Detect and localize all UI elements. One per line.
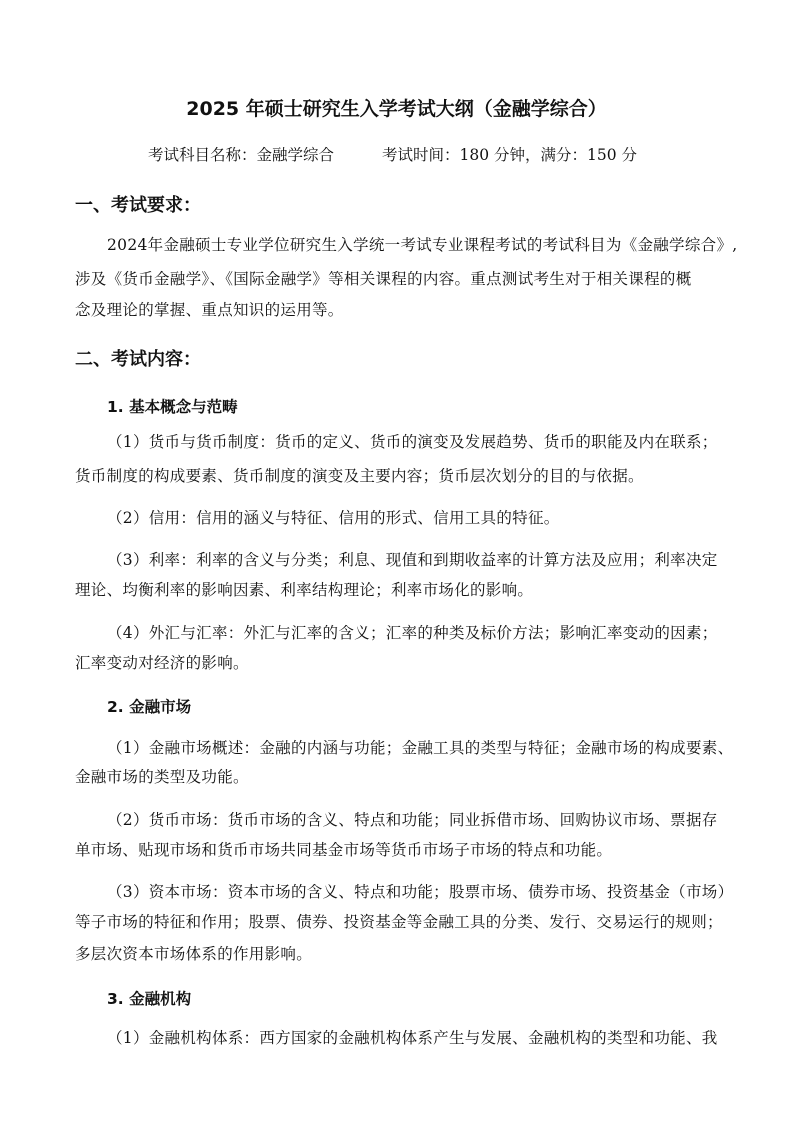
subsection-heading: 3. 金融机构 [107, 990, 192, 1008]
paragraph-line: 念及理论的掌握、重点知识的运用等。 [75, 301, 344, 319]
paragraph-line: （1）金融机构体系：西方国家的金融机构体系产生与发展、金融机构的类型和功能、我 [107, 1029, 718, 1047]
paragraph-line: 2024年金融硕士专业学位研究生入学统一考试专业课程考试的考试科目为《金融学综合》, [107, 236, 738, 254]
paragraph-line: 等子市场的特征和作用；股票、债券、投资基金等金融工具的分类、发行、交易运行的规则； [75, 913, 723, 931]
paragraph-line: （2）货币市场：货币市场的含义、特点和功能；同业拆借市场、回购协议市场、票据存 [107, 811, 718, 829]
exam-subject: 考试科目名称：金融学综合 [148, 146, 335, 164]
paragraph-line: 货币制度的构成要素、货币制度的演变及主要内容；货币层次划分的目的与依据。 [75, 467, 644, 485]
paragraph-line: （1）货币与货币制度：货币的定义、货币的演变及发展趋势、货币的职能及内在联系； [107, 433, 718, 451]
paragraph-line: 理论、均衡利率的影响因素、利率结构理论；利率市场化的影响。 [75, 581, 534, 599]
paragraph-line: （1）金融市场概述：金融的内涵与功能；金融工具的类型与特征；金融市场的构成要素、 [107, 739, 734, 757]
paragraph-line: （2）信用：信用的涵义与特征、信用的形式、信用工具的特征。 [107, 509, 560, 527]
paragraph-line: （4）外汇与汇率：外汇与汇率的含义；汇率的种类及标价方法；影响汇率变动的因素； [107, 624, 718, 642]
paragraph-line: 涉及《货币金融学》、《国际金融学》等相关课程的内容。重点测试考生对于相关课程的概 [75, 270, 692, 288]
section-heading-content: 二、考试内容： [75, 349, 201, 370]
subsection-heading: 2. 金融市场 [107, 698, 192, 716]
page-title: 2025 年硕士研究生入学考试大纲（金融学综合） [186, 98, 607, 120]
paragraph-line: 汇率变动对经济的影响。 [75, 654, 249, 672]
section-heading-requirements: 一、考试要求： [75, 195, 201, 216]
paragraph-line: 多层次资本市场体系的作用影响。 [75, 945, 313, 963]
exam-info [148, 143, 637, 165]
paragraph-line: 单市场、贴现市场和货币市场共同基金市场等货币市场子市场的特点和功能。 [75, 841, 613, 859]
paragraph-line: （3）利率：利率的含义与分类；利息、现值和到期收益率的计算方法及应用；利率决定 [107, 551, 718, 569]
subsection-heading: 1. 基本概念与范畴 [107, 398, 238, 416]
exam-time-score: 考试时间：180 分钟，满分：150 分 [382, 146, 638, 164]
paragraph-line: 金融市场的类型及功能。 [75, 768, 249, 786]
paragraph-line: （3）资本市场：资本市场的含义、特点和功能；股票市场、债券市场、投资基金（市场） [107, 883, 734, 901]
